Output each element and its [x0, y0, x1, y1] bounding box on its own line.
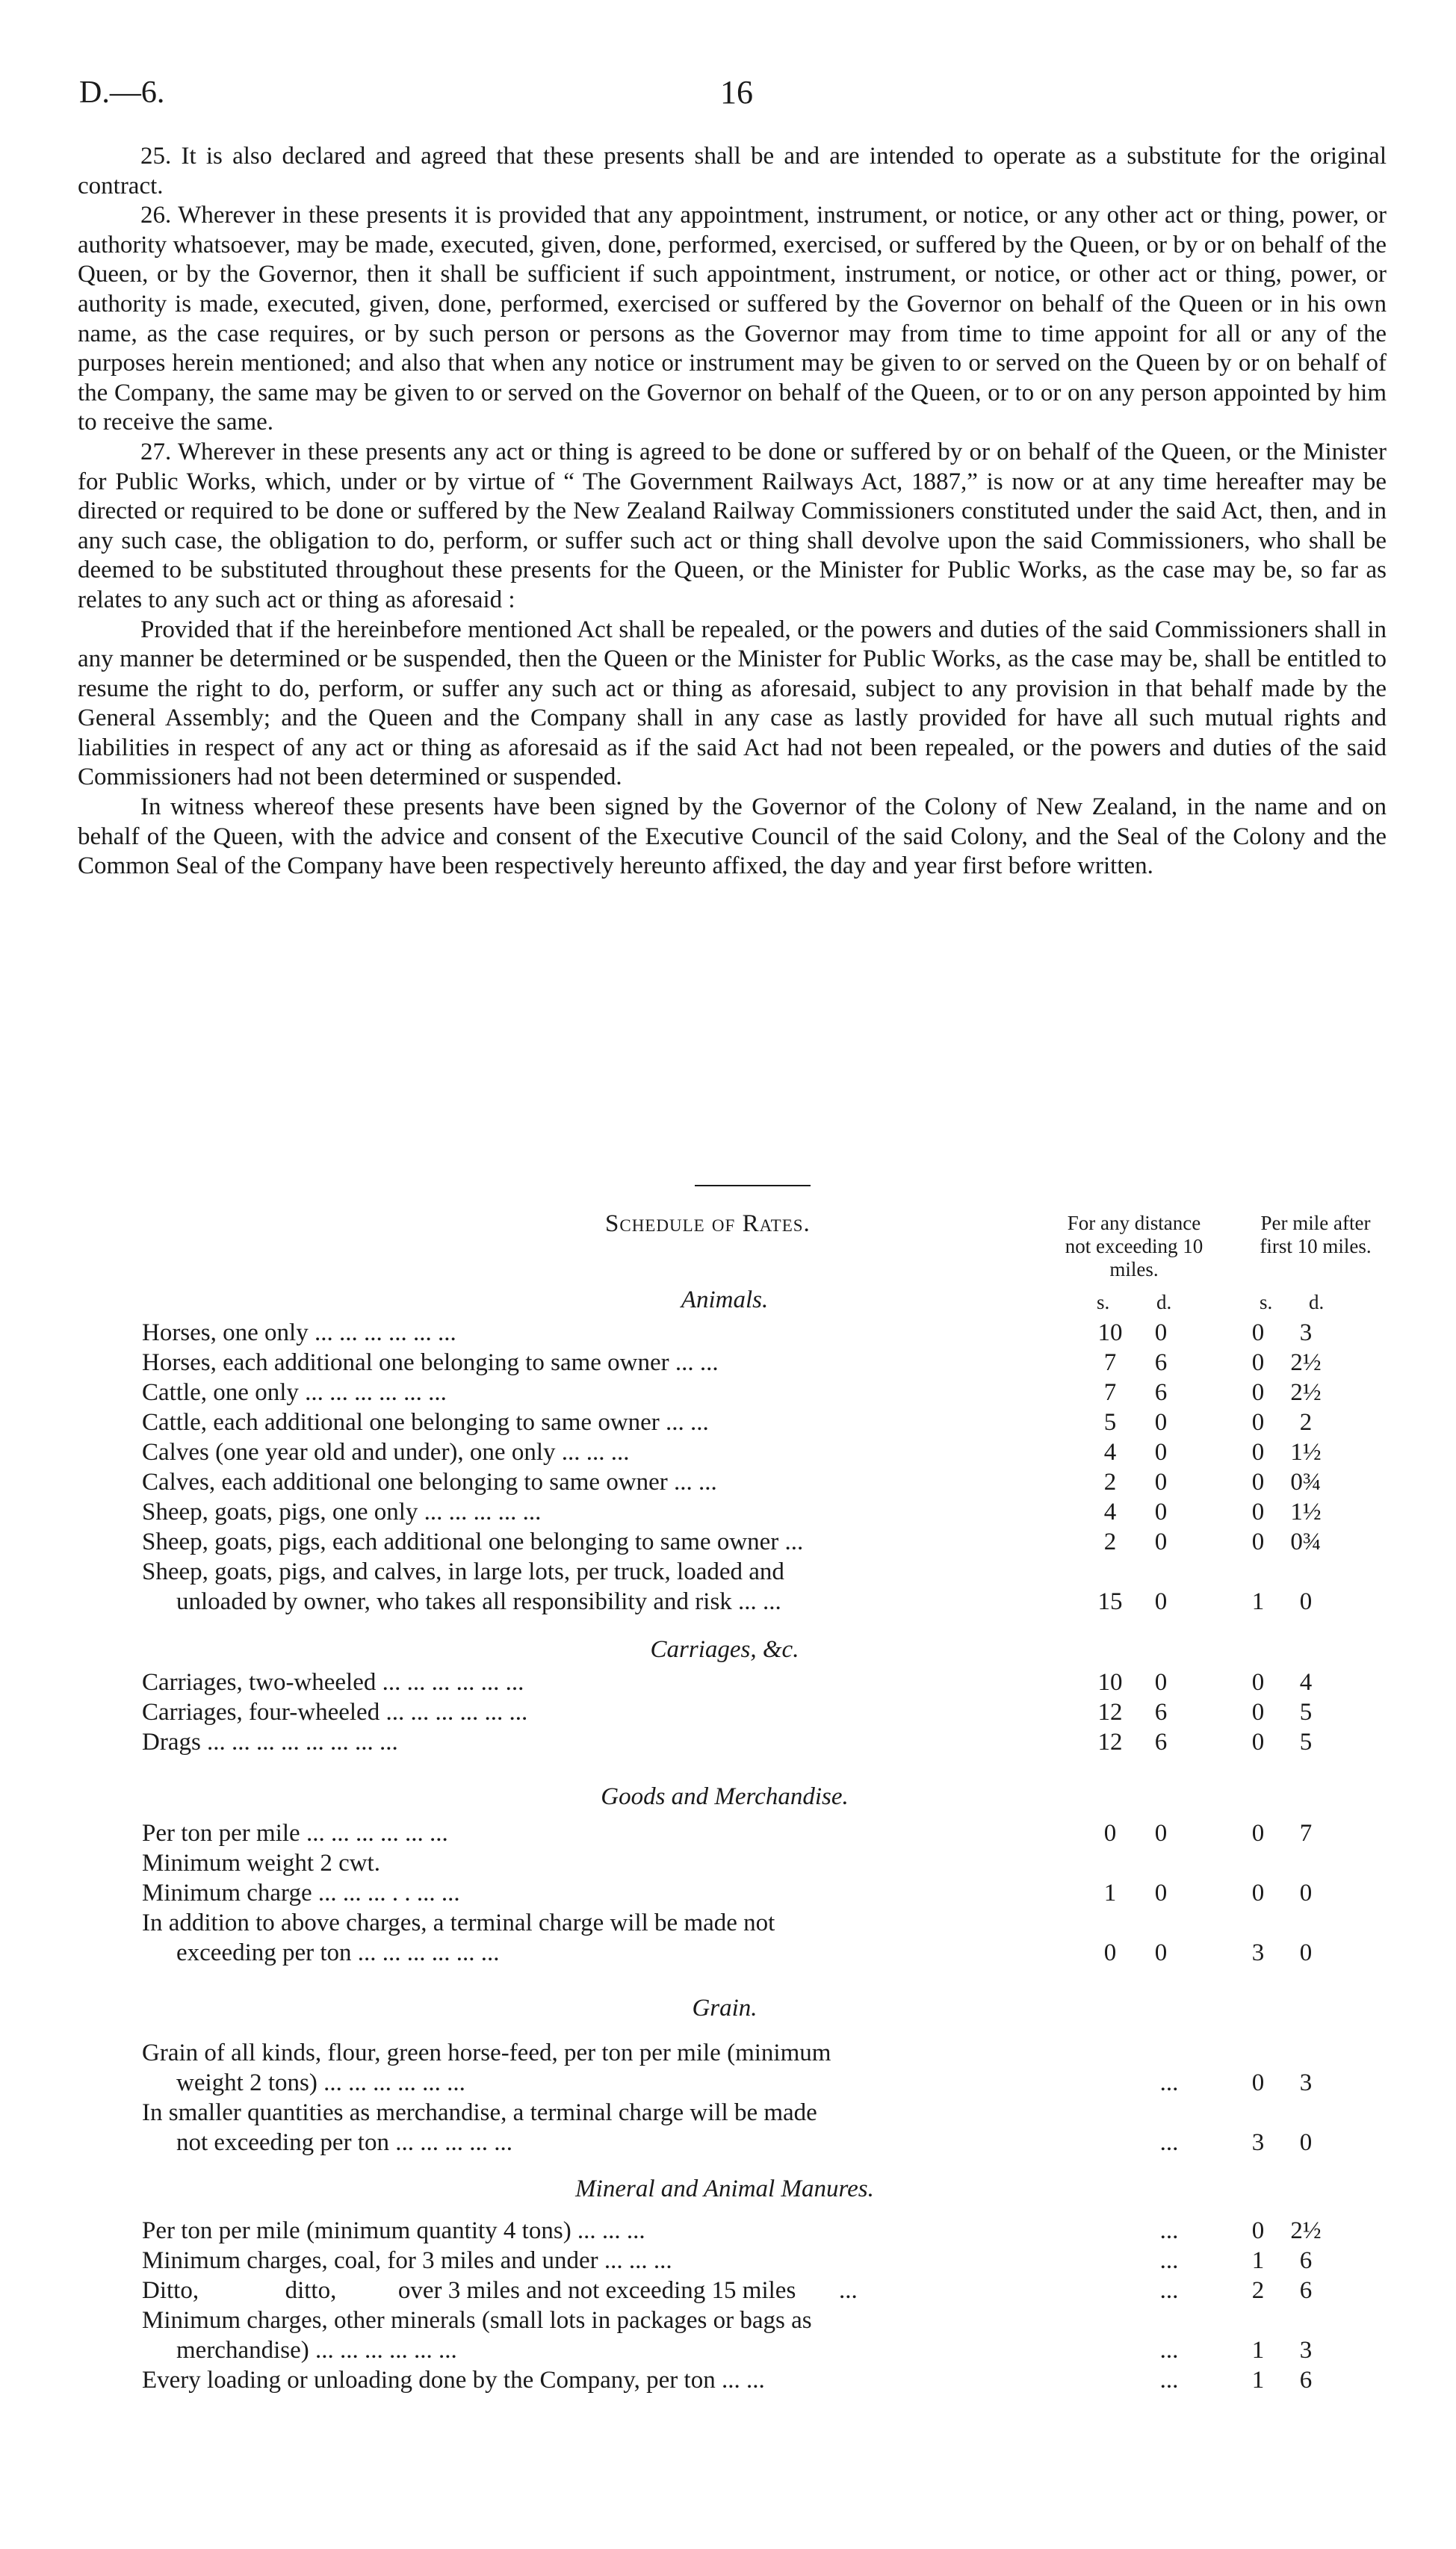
page-number: 16 [720, 74, 753, 111]
paragraph-26: 26. Wherever in these presents it is provided that any appointment, instrument, or notice, or any other act or thing, power, or authority whatsoever, may be made, executed, given, done, performed, exercised, or suffered by the Queen, or by or on behalf of the Queen, or by the Governor, then it shall be sufficient if such appointment, instrument, or notice, or other act or thing, power, or authority is made, executed, given, done, performed, exercised or suffered by the Governor on behalf of the Queen or in his own name, as the case requires, or by such person or persons as the Governor may from time to time appoint for all or any of the purposes herein mentioned; and also that when any notice or instrument may be given to or served on the Queen by or on behalf of the Company, the same may be given to or served on the Governor on behalf of the Queen, or to or on any person appointed by him to receive the same. [78, 202, 1387, 436]
paragraph-27: 27. Wherever in these presents any act or thing is agreed to be done or suffered by or on behalf of the Queen, or the Minister for Public Works, which, under or by virtue of “ The Government Railways Act, 1887,” is now or at any time hereafter may be directed or required to be done or suffered by the New Zealand Railway Commissioners constituted under the said Act, then, and in any such case, the obligation to do, perform, or suffer such act or thing shall devolve upon the said Commissioners, who shall be deemed to be substituted throughout these presents for the Queen, or the Minister for Public Works, as the case may be, so far as relates to any such act or thing as aforesaid : [78, 438, 1387, 613]
section-heading-carriages: Carriages, &c. [650, 1636, 799, 1663]
document-page: D.—6. 16 25. It is also declared and agreed that these presents shall be and are intended to operate as a substitute for the original contract. 26. Wherever in these presents it is provided that any appointment, instrument, or notice, or any other act or thing, power, or authority whatsoever, may be made, executed, given, done, performed, exercised, or suffered by the Queen, or by or on behalf of the Queen, or by the Governor, then it shall be sufficient if such appointment, instrument, or notice, or other act or thing, power, or authority is made, executed, given, done, performed, exercised or suffered by the Governor on behalf of the Queen or in his own name, as the case requires, or by such person or persons as the Governor may from time to time appoint for all or any of the purposes herein mentioned; and also that when any notice or instrument may be given to or served on the Queen by or on behalf of the Company, the same may be given to or served on the Governor on behalf of the Queen, or to or on any person appointed by him to receive the same. 27. Wherever in these presents any act or thing is agreed to be done or suffered by or on behalf of the Queen, or the Minister for Public Works, which, under or by virtue of “ The Government Railways Act, 1887,” is now or at any time hereafter may be directed or required to be done or suffered by the New Zealand Railway Commissioners constituted under the said Act, then, and in any such case, the obligation to do, perform, or suffer such act or thing shall devolve upon the said Commissioners, who shall be deemed to be substituted throughout these presents for the Queen, or the Minister for Public Works, as the case may be, so far as relates to any such act or thing as aforesaid : Provided that if the hereinbefore mentioned Act shall be repealed, or the powers and duties of the said Commissioners shall in any manner be determined or be suspended, then the Queen or the Minister for Public Works, as the case may be, shall be entitled to resume the right to do, perform, or suffer any such act or thing as aforesaid, subject to any provision in that behalf made by the General Assembly; and the Queen and the Company shall in any case as lastly provided for have all such mutual rights and liabilities in respect of any act or thing as aforesaid as if the said Act had not been repealed, or the powers and duties of the said Commissioners had not been determined or suspended. In witness whereof these presents have been signed by the Governor of the Colony of New Zealand, in the name and on behalf of the Queen, with the advice and consent of the Executive Council of the said Colony, and the Seal of the Colony and the Common Seal of the Company have been respectively hereunto affixed, the day and year first before written. Schedule of Rates. For any distance not exceeding 10 miles. Per mile after first 10 miles. s. d. s. d. Animals. Carriages, &c. Goods and Merchandise. Grain. Mineral and Animal Manures. Horses, one only ... ... ... ... ... ... 10 0 0 3 Horses, each additional one belonging to same owner ... ... 7 6 0 2½ Cattle, one only ... ... ... ... ... ... 7 6 0 2½ Cattle, each additional one belonging to same owner ... ... 5 0 0 2 Calves (one year old and under), one only ... ... ... 4 0 0 1½ Calves, each additional one belonging to same owner ... ... 2 0 0 0¾ Sheep, goats, pigs, one only ... ... ... ... ... 4 0 0 1½ Sheep, goats, pigs, each additional one belonging to same owner ... 2 0 0 0¾ Sheep, goats, pigs, and calves, in large lots, per truck, loaded and unloaded by owner, who takes all responsibility and risk ... ... 15 0 1 0 Carriages, two-wheeled ... ... ... ... ... ... 10 0 0 4 Carriages, four-wheeled ... ... ... ... ... ... 12 6 0 5 Drags ... ... ... ... ... ... ... ... 12 6 0 5 Per ton per mile ... ... ... ... ... ... 0 0 0 7 Minimum weight 2 cwt. Minimum charge ... ... ... . . ... ... 1 0 0 0 In addition to above charges, a terminal charge will be made not exceeding per ton ... ... ... ... ... ... 0 0 3 0 Grain of all kinds, flour, green horse-feed, per ton per mile (minimum weight 2 tons) ... ... ... ... ... ... ... 0 3 In smaller quantities as merchandise, a terminal charge will be made not exceeding per ton ... ... ... ... ... ... 3 0 Per ton per mile (minimum quantity 4 tons) ... ... ... ... 0 2½ Minimum charges, coal, for 3 miles and under ... ... ... ... 1 6 Ditto, ditto, over 3 miles and not exceeding 15 miles ... ... 2 6 Minimum charges, other minerals (small lots in packages or bags as merchandise) ... ... ... ... ... ... ... 1 3 Every loading or unloading done by the Company, per ton ... ... ... 1 6 [0, 0, 1456, 2549]
section-divider [695, 1185, 811, 1186]
section-heading-goods: Goods and Merchandise. [601, 1783, 849, 1810]
section-heading-manures: Mineral and Animal Manures. [575, 2175, 874, 2202]
column-header-first-10-miles: For any distance not exceeding 10 miles. [1065, 1212, 1203, 1280]
unit-shillings-col-b: s. [1260, 1291, 1273, 1313]
column-header-per-mile-after: Per mile after first 10 miles. [1260, 1212, 1372, 1257]
unit-shillings-col-a: s. [1097, 1291, 1110, 1313]
paragraph-testimonium: In witness whereof these presents have been signed by the Governor of the Colony of New Zealand, in the name and on behalf of the Queen, with the advice and consent of the Executive Council of the said Colony, and the Seal of the Colony and the Common Seal of the Company have been respectively hereunto affixed, the day and year first before written. [78, 793, 1387, 880]
paragraph-proviso: Provided that if the hereinbefore mentioned Act shall be repealed, or the powers and duties of the said Commissioners shall in any manner be determined or be suspended, then the Queen or the Minister for Public Works, as the case may be, shall be entitled to resume the right to do, perform, or suffer any such act or thing as aforesaid, subject to any provision in that behalf made by the General Assembly; and the Queen and the Company shall in any case as lastly provided for have all such mutual rights and liabilities in respect of any act or thing as aforesaid as if the said Act had not been repealed, or the powers and duties of the said Commissioners had not been determined or suspended. [78, 616, 1387, 791]
schedule-title: Schedule of Rates. [605, 1210, 811, 1237]
unit-pence-col-b: d. [1309, 1291, 1325, 1313]
section-heading-grain: Grain. [692, 1995, 758, 2022]
section-heading-animals: Animals. [681, 1286, 769, 1313]
document-reference: D.—6. [79, 75, 165, 110]
paragraph-25: 25. It is also declared and agreed that these presents shall be and are intended to operate as a substitute for the original contract. [78, 143, 1387, 199]
body-text [78, 142, 1387, 882]
unit-pence-col-a: d. [1156, 1291, 1172, 1313]
